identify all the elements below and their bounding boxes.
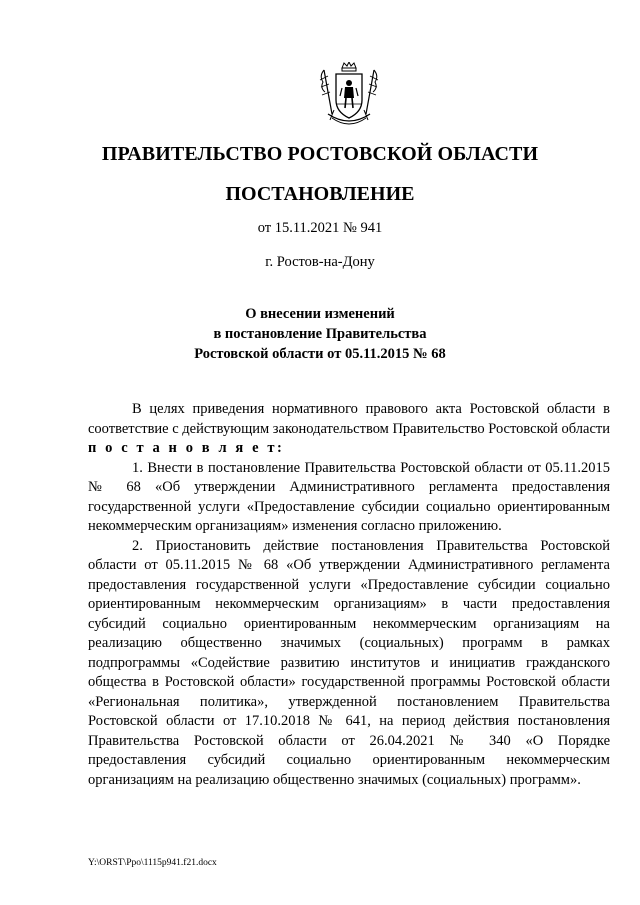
document-date-number: от 15.11.2021 № 941	[257, 220, 383, 236]
subject-line-3: Ростовской области от 05.11.2015 № 68	[194, 346, 446, 362]
document-body	[88, 400, 610, 790]
preamble-text: В целях приведения нормативного правового акта Ростовской области в соответствие с действующим законодательством Правительство Ростовской области	[88, 401, 610, 437]
decree-word: п о с т а н о в л я е т:	[88, 440, 285, 456]
subject-line-1: О внесении изменений	[245, 306, 395, 322]
file-path-footer: Y:\ORST\Ppo\1115p941.f21.docx	[88, 858, 217, 868]
government-title: ПРАВИТЕЛЬСТВО РОСТОВСКОЙ ОБЛАСТИ	[101, 143, 539, 165]
subject-line-2: в постановление Правительства	[213, 326, 427, 342]
coat-of-arms-icon	[318, 62, 380, 130]
item-1-paragraph: 1. Внести в постановление Правительства Ростовской области от 05.11.2015 № 68 «Об утверждении Административного регламента предоставления государственной услуги «Предоставление субсидии социально ориентированным некоммерческим организациям» изменения согласно приложению.	[88, 459, 610, 534]
item-2-paragraph: 2. Приостановить действие постановления Правительства Ростовской области от 05.11.2015 № 68 «Об утверждении Административного регламента предоставления государственной услуги «Предоставление субсидии социально ориентированным некоммерческим организациям» в части предоставления субсидий социально ориентированным некоммерческим организациям на реализацию общественно значимых (социальных) программ в рамках подпрограммы «Содействие развитию институтов и инициатив гражданского общества в Ростовской области» государственной программы Ростовской области «Региональная политика», утвержденной постановлением Правительства Ростовской области от 17.10.2018 № 641, на период действия постановления Правительства Ростовской области от 26.04.2021 № 340 «О Порядке предоставления субсидий социально ориентированным некоммерческим организациям на реализацию общественно значимых (социальных) программ».	[88, 537, 610, 788]
document-type: ПОСТАНОВЛЕНИЕ	[225, 183, 415, 205]
preamble-paragraph	[88, 400, 610, 459]
document-subject	[0, 304, 640, 364]
document-city: г. Ростов-на-Дону	[265, 254, 375, 270]
